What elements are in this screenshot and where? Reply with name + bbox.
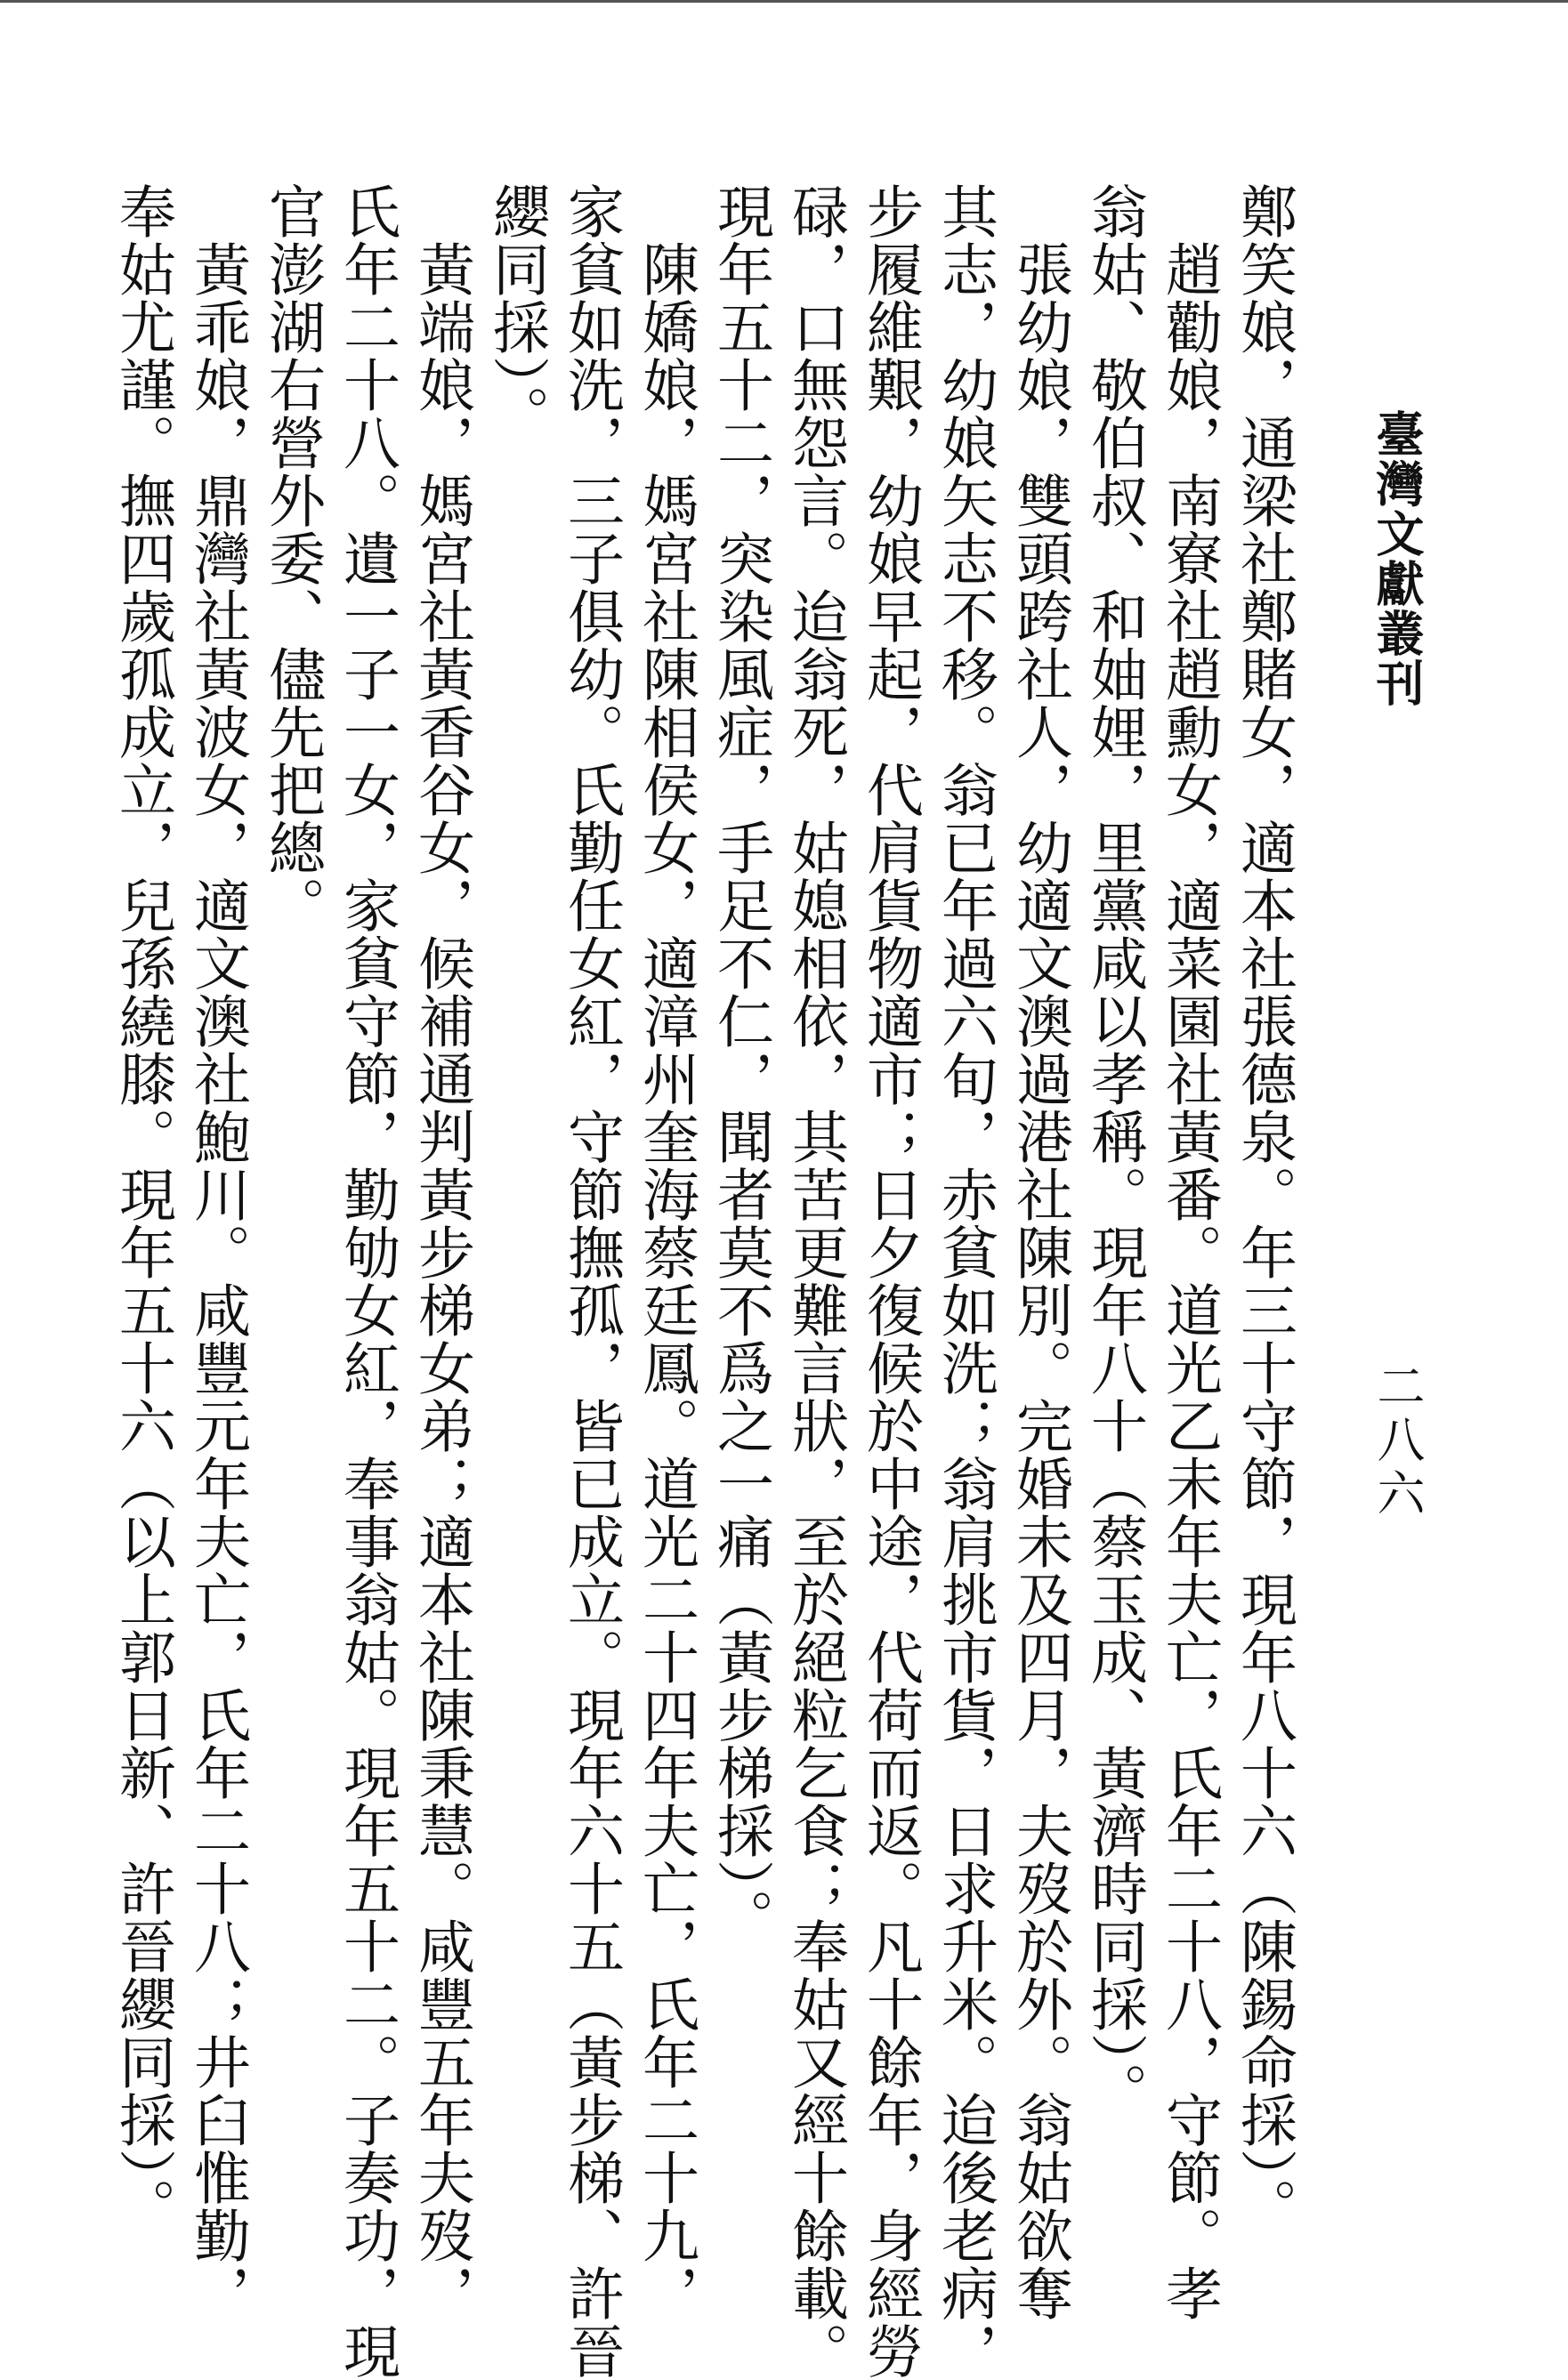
text-column: 翁姑、敬伯叔、和妯娌，里黨咸以孝稱。現年八十（蔡玉成、黃濟時同採）。 bbox=[1081, 182, 1147, 2120]
text-column: 陳嬌娘，媽宮社陳相侯女，適漳州奎海蔡廷鳳。道光二十四年夫亡，氏年二十九， bbox=[633, 182, 699, 2322]
text-column: 趙勸娘，南寮社趙勳女，適菜園社黃番。道光乙未年夫亡，氏年二十八，守節。孝 bbox=[1156, 182, 1222, 2322]
page-number: 二八六 bbox=[1370, 1361, 1426, 1521]
text-column: 張幼娘，雙頭跨社人，幼適文澳過港社陳別。完婚未及四月，夫歿於外。翁姑欲奪 bbox=[1006, 182, 1072, 2322]
body-text bbox=[105, 182, 1301, 2380]
text-column: 奉姑尤謹。撫四歲孤成立，兒孫繞膝。現年五十六（以上郭日新、許晉纓同採）。 bbox=[109, 182, 175, 2236]
text-column: 鄭笑娘，通梁社鄭賭女，適本社張德泉。年三十守節，現年八十六（陳錫命採）。 bbox=[1231, 182, 1297, 2236]
text-column: 黃乖娘，鼎灣社黃波女，適文澳社鮑川。咸豐元年夫亡，氏年二十八；井臼惟勤， bbox=[184, 182, 250, 2322]
top-rule bbox=[0, 0, 1568, 3]
text-column: 碌，口無怨言。迨翁死，姑媳相依，其苦更難言狀，至於絕粒乞食；奉姑又經十餘載。 bbox=[782, 182, 848, 2380]
text-column: 氏年二十八。遺一子一女，家貧守節，勤劬女紅，奉事翁姑。現年五十二。子奏功，現 bbox=[334, 182, 400, 2380]
text-column: 家貧如洗，三子俱幼。氏勤任女紅，守節撫孤，皆已成立。現年六十五（黃步梯、許晉 bbox=[558, 182, 624, 2380]
text-column: 步履維艱，幼娘早起，代肩貨物適市；日夕復候於中途，代荷而返。凡十餘年，身經勞 bbox=[857, 182, 923, 2380]
text-column: 現年五十二，突染風症，手足不仁，聞者莫不爲之一痛（黃步梯採）。 bbox=[707, 182, 773, 1947]
series-title: 臺灣文獻叢刊 bbox=[1369, 409, 1426, 708]
text-column: 纓同採）。 bbox=[483, 182, 549, 443]
text-column: 黃端娘，媽宮社黃香谷女，候補通判黃步梯女弟；適本社陳秉慧。咸豐五年夫歿， bbox=[408, 182, 474, 2322]
text-column: 官澎湖右營外委、儘先把總。 bbox=[259, 182, 325, 934]
text-column: 其志，幼娘矢志不移。翁已年過六旬，赤貧如洗；翁肩挑市貨，日求升米。迨後老病， bbox=[932, 182, 998, 2380]
